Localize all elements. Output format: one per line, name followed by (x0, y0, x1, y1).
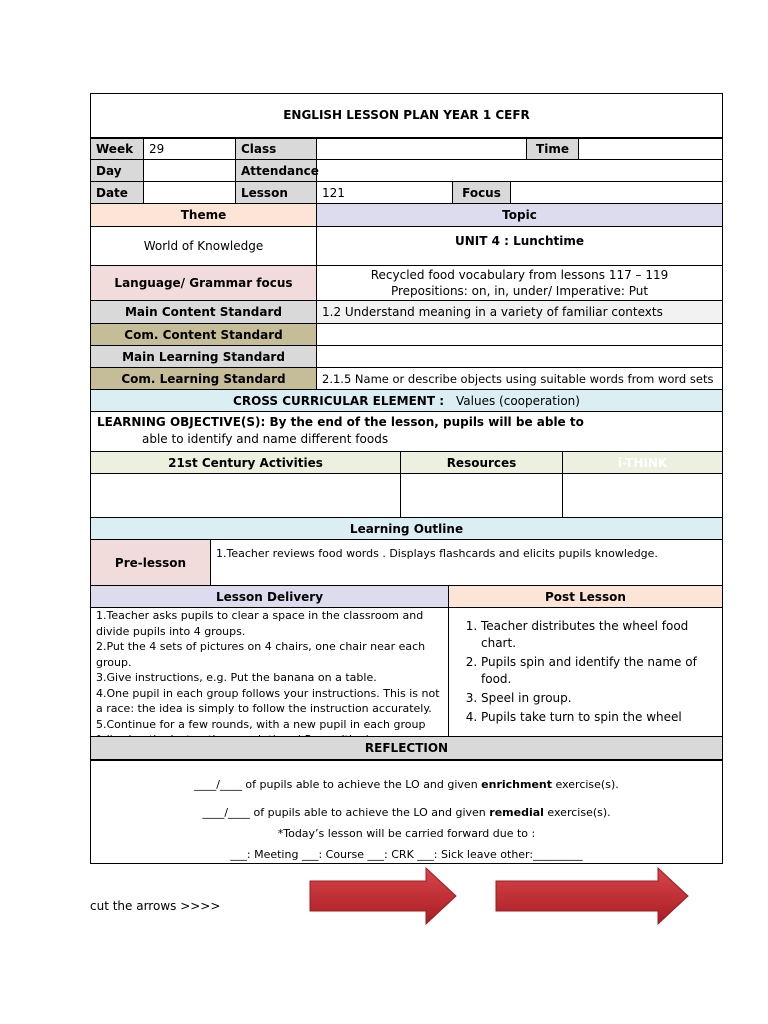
21st-century-header: 21st Century Activities (90, 451, 401, 474)
document-title: ENGLISH LESSON PLAN YEAR 1 CEFR (283, 108, 530, 122)
post-step-4: 4. Pupils take turn to spin the wheel (481, 709, 714, 726)
post-step-1: 1. Teacher distributes the wheel food chart. (481, 618, 714, 652)
right-arrow-2-icon (494, 866, 690, 926)
lesson-delivery-header: Lesson Delivery (90, 585, 449, 608)
21st-century-value (90, 473, 401, 518)
grammar-value (316, 265, 723, 301)
theme-value: World of Knowledge (90, 226, 317, 266)
learning-outline-header: Learning Outline (90, 517, 723, 540)
main-content-label: Main Content Standard (90, 300, 317, 324)
reflection-remedial-suffix: exercise(s). (543, 806, 611, 819)
grammar-line-2: Prepositions: on, in, under/ Imperative: Put (390, 284, 649, 298)
topic-value: UNIT 4 : Lunchtime (316, 226, 723, 266)
main-learning-value (316, 345, 723, 368)
pre-lesson-text: 1.Teacher reviews food words . Displays flashcards and elicits pupils knowledge. (210, 539, 723, 586)
reflection-reasons: ___: Meeting ___: Course ___: CRK ___: Sick leave other:_________ (230, 848, 583, 861)
topic-header: Topic (316, 203, 723, 227)
date-label: Date (90, 181, 144, 204)
reflection-box (90, 759, 723, 864)
focus-value (510, 181, 723, 204)
class-label: Class (235, 138, 317, 160)
lesson-delivery-content (90, 607, 449, 737)
delivery-step-5: 5.Continue for a few rounds, with a new pupil in each group (96, 717, 426, 731)
lesson-value: 121 (316, 181, 453, 204)
main-learning-label: Main Learning Standard (90, 345, 317, 368)
reflection-enrichment-suffix: exercise(s). (552, 778, 619, 791)
reflection-remedial (91, 806, 722, 819)
resources-header: Resources (400, 451, 563, 474)
ithink-header: i-THINK (562, 451, 723, 474)
reflection-remedial-bold: remedial (489, 806, 544, 819)
grammar-label: Language/ Grammar focus (90, 265, 317, 301)
cross-curricular-label: CROSS CURRICULAR ELEMENT : (233, 393, 445, 408)
com-learning-label: Com. Learning Standard (90, 367, 317, 390)
time-label: Time (526, 138, 579, 160)
com-content-label: Com. Content Standard (90, 323, 317, 346)
delivery-step-4: 4.One pupil in each group follows your instructions. This is not a race: the idea is simply to follow the instruction accurately. (96, 686, 440, 715)
delivery-step-3: 3.Give instructions, e.g. Put the banana on a table. (96, 671, 377, 684)
focus-label: Focus (452, 181, 511, 204)
day-label: Day (90, 159, 144, 182)
com-content-value (316, 323, 723, 346)
reflection-enrichment-text: ____/____ of pupils able to achieve the LO and given (194, 778, 482, 791)
post-step-2: 2. Pupils spin and identify the name of food. (481, 654, 714, 688)
com-learning-value: 2.1.5 Name or describe objects using suitable words from word sets (316, 367, 723, 390)
post-lesson-header: Post Lesson (448, 585, 723, 608)
reflection-carried-forward: *Today’s lesson will be carried forward due to : (277, 827, 536, 840)
cross-curricular-row (90, 389, 723, 412)
ithink-value (562, 473, 723, 518)
delivery-step-1: 1.Teacher asks pupils to clear a space in the classroom and divide pupils into 4 groups. (96, 609, 424, 638)
reflection-remedial-text: ____/____ of pupils able to achieve the LO and given (202, 806, 490, 819)
main-content-value: 1.2 Understand meaning in a variety of familiar contexts (316, 300, 723, 324)
resources-value (400, 473, 563, 518)
cross-curricular-value: Values (cooperation) (456, 393, 580, 408)
lesson-label: Lesson (235, 181, 317, 204)
cut-arrows-text: cut the arrows >>>> (90, 899, 221, 913)
delivery-step-2: 2.Put the 4 sets of pictures on 4 chairs, one chair near each group. (96, 640, 426, 669)
reflection-enrichment-bold: enrichment (481, 778, 553, 791)
attendance-label: Attendance (235, 159, 317, 182)
time-value (578, 138, 723, 160)
date-value (143, 181, 236, 204)
day-value (143, 159, 236, 182)
attendance-value (316, 159, 723, 182)
objective-text: able to identify and name different foods (142, 432, 389, 446)
theme-header: Theme (90, 203, 317, 227)
objective-label: LEARNING OBJECTIVE(S): By the end of the lesson, pupils will be able to (97, 415, 584, 429)
week-label: Week (90, 138, 144, 160)
right-arrow-1-icon (308, 866, 458, 926)
pre-lesson-label: Pre-lesson (90, 539, 211, 586)
reflection-enrichment (91, 778, 722, 791)
reflection-header: REFLECTION (90, 736, 723, 760)
week-value: 29 (143, 138, 236, 160)
class-value (316, 138, 527, 160)
post-lesson-content (448, 607, 723, 737)
post-step-3: 3. Speel in group. (481, 690, 714, 707)
grammar-line-1: Recycled food vocabulary from lessons 117 – 119 (370, 268, 669, 282)
